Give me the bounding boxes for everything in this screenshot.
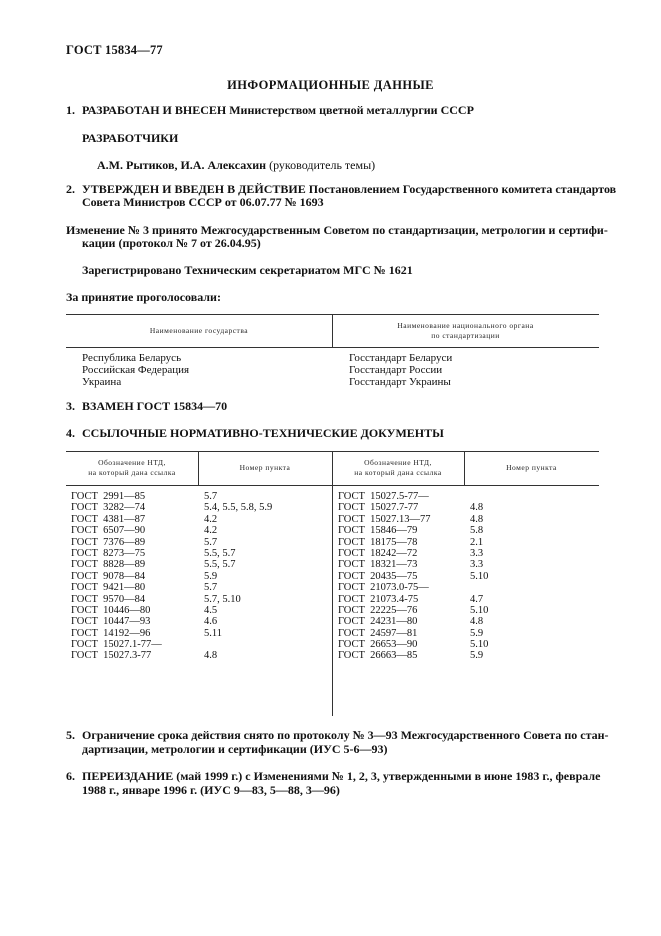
reference-designation: ГОСТ 8273—75 bbox=[71, 547, 146, 559]
reference-designation: ГОСТ 15027.1-77— bbox=[71, 639, 162, 651]
voted-label: За принятие проголосовали: bbox=[66, 290, 221, 304]
reference-designation: ГОСТ 10447—93 bbox=[71, 616, 151, 628]
reference-clause: 5.9 bbox=[470, 627, 484, 639]
reference-clause: 4.8 bbox=[204, 650, 218, 662]
item-5-number: 5. bbox=[66, 728, 75, 742]
reference-designation: ГОСТ 4381—87 bbox=[71, 513, 146, 525]
amendment-line-1: Изменение № 3 принято Межгосударственным Советом по стандартизации, метрологии и сертифи- bbox=[66, 223, 608, 237]
amendment-line-2: кации (протокол № 7 от 26.04.95) bbox=[82, 236, 261, 250]
header-text: Обозначение НТД, bbox=[98, 458, 166, 467]
item-2-line-2: Совета Министров СССР от 06.07.77 № 1693 bbox=[82, 195, 324, 209]
reference-clause: 5.5, 5.7 bbox=[204, 559, 236, 571]
right-clauses-column bbox=[470, 491, 488, 662]
reference-clause: 5.4, 5.5, 5.8, 5.9 bbox=[204, 502, 273, 514]
state-name: Республика Беларусь bbox=[82, 352, 182, 364]
item-1-label: РАЗРАБОТАН И ВНЕСЕН bbox=[82, 103, 227, 117]
developers-role: (руководитель темы) bbox=[269, 158, 376, 172]
voting-table bbox=[66, 314, 599, 390]
item-1-number: 1. bbox=[66, 103, 75, 117]
reference-clause: 5.11 bbox=[204, 627, 222, 639]
reference-designation: ГОСТ 7376—89 bbox=[71, 536, 146, 548]
item-2-text-1: Постановлением Государственного комитета стандартов bbox=[308, 182, 617, 196]
reference-clause: 4.8 bbox=[470, 502, 484, 514]
bodies-column bbox=[349, 352, 452, 388]
reference-designation: ГОСТ 15027.13—77 bbox=[338, 513, 431, 525]
header-state: Наименование государства bbox=[149, 326, 249, 335]
item-6-number: 6. bbox=[66, 769, 75, 783]
reference-designation: ГОСТ 24597—81 bbox=[338, 627, 418, 639]
header-designation-left bbox=[66, 458, 198, 478]
reference-clause: 4.2 bbox=[204, 513, 218, 525]
reference-designation: ГОСТ 6507—90 bbox=[71, 525, 146, 537]
reference-designation: ГОСТ 24231—80 bbox=[338, 616, 418, 628]
reference-clause: 3.3 bbox=[470, 559, 484, 571]
reference-clause: 5.5, 5.7 bbox=[204, 547, 236, 559]
references-table bbox=[66, 451, 599, 716]
reference-designation: ГОСТ 15846—79 bbox=[338, 525, 418, 537]
reference-designation: ГОСТ 14192—96 bbox=[71, 627, 151, 639]
state-name: Российская Федерация bbox=[82, 364, 190, 376]
document-code: ГОСТ 15834—77 bbox=[66, 43, 163, 57]
developers-names: А.М. Рытиков, И.А. Алексахин bbox=[97, 158, 267, 172]
header-text: на который дана ссылка bbox=[88, 468, 176, 477]
header-national-body-line-1: Наименование национального органа bbox=[397, 321, 534, 330]
reference-designation: ГОСТ 15027.5-77— bbox=[338, 491, 429, 502]
table-rule bbox=[66, 347, 599, 348]
reference-designation: ГОСТ 8828—89 bbox=[71, 559, 146, 571]
left-docs-column bbox=[71, 491, 162, 662]
reference-clause: 4.7 bbox=[470, 593, 484, 605]
reference-clause: 5.8 bbox=[470, 525, 484, 537]
body-name: Госстандарт России bbox=[349, 364, 443, 376]
item-3-number: 3. bbox=[66, 399, 75, 413]
reference-clause: 2.1 bbox=[470, 536, 484, 548]
section-title: ИНФОРМАЦИОННЫЕ ДАННЫЕ bbox=[227, 78, 434, 92]
item-6-label: ПЕРЕИЗДАНИЕ bbox=[82, 769, 174, 783]
left-clauses-column bbox=[204, 491, 272, 662]
item-4-number: 4. bbox=[66, 426, 75, 440]
header-designation-right bbox=[332, 458, 464, 478]
item-5-line-1 bbox=[66, 728, 609, 743]
reference-designation: ГОСТ 18242—72 bbox=[338, 547, 418, 559]
reference-designation: ГОСТ 18175—78 bbox=[338, 536, 418, 548]
reference-clause: 5.7 bbox=[204, 491, 218, 502]
reference-designation: ГОСТ 21073.0-75— bbox=[338, 582, 429, 594]
reference-designation: ГОСТ 26663—85 bbox=[338, 650, 418, 662]
reference-clause bbox=[470, 582, 488, 593]
header-clause-right: Номер пункта bbox=[506, 463, 557, 472]
reference-designation: ГОСТ 18321—73 bbox=[338, 559, 418, 571]
item-1-text: Министерством цветной металлургии СССР bbox=[229, 103, 474, 117]
item-5-text-1: Ограничение срока действия снято по протоколу № 3—93 Межгосударственного Совета по стан- bbox=[82, 728, 609, 742]
reference-designation: ГОСТ 9570—84 bbox=[71, 593, 146, 605]
reference-designation: ГОСТ 9421—80 bbox=[71, 582, 146, 594]
reference-designation: ГОСТ 21073.4-75 bbox=[338, 593, 419, 605]
reference-clause: 5.10 bbox=[470, 639, 489, 651]
reference-clause: 5.7 bbox=[204, 536, 218, 548]
header-clause-left: Номер пункта bbox=[239, 463, 291, 472]
reference-clause: 5.9 bbox=[204, 570, 218, 582]
reference-clause: 4.5 bbox=[204, 604, 218, 616]
reference-clause: 5.9 bbox=[470, 650, 484, 662]
reference-clause bbox=[204, 639, 272, 650]
reference-designation: ГОСТ 15027.3-77 bbox=[71, 650, 152, 662]
reference-designation: ГОСТ 9078—84 bbox=[71, 570, 146, 582]
reference-designation: ГОСТ 22225—76 bbox=[338, 604, 418, 616]
table-divider-center bbox=[332, 451, 333, 716]
reference-clause bbox=[470, 491, 488, 502]
reference-clause: 4.8 bbox=[470, 513, 484, 525]
reference-designation: ГОСТ 10446—80 bbox=[71, 604, 151, 616]
header-national-body-line-2: по стандартизации bbox=[431, 331, 500, 340]
developers-line bbox=[97, 158, 375, 173]
right-docs-column bbox=[338, 491, 431, 662]
reference-designation: ГОСТ 20435—75 bbox=[338, 570, 418, 582]
reference-clause: 5.7, 5.10 bbox=[204, 593, 241, 605]
item-3-text: ВЗАМЕН ГОСТ 15834—70 bbox=[82, 399, 228, 413]
header-national-body bbox=[332, 321, 599, 341]
reference-clause: 4.8 bbox=[470, 616, 484, 628]
item-6-text-1: (май 1999 г.) с Изменениями № 1, 2, 3, утвержденными в июне 1983 г., феврале bbox=[176, 769, 601, 783]
developers-label: РАЗРАБОТЧИКИ bbox=[82, 131, 179, 145]
reference-designation: ГОСТ 3282—74 bbox=[71, 502, 146, 514]
body-name: Госстандарт Украины bbox=[349, 376, 451, 388]
reference-designation: ГОСТ 26653—90 bbox=[338, 639, 418, 651]
reference-clause: 4.6 bbox=[204, 616, 218, 628]
state-name: Украина bbox=[82, 376, 122, 388]
header-text: на который дана ссылка bbox=[354, 468, 442, 477]
reference-clause: 4.2 bbox=[204, 525, 218, 537]
item-2-label: УТВЕРЖДЕН И ВВЕДЕН В ДЕЙСТВИЕ bbox=[82, 182, 306, 196]
item-1 bbox=[66, 103, 474, 118]
registration-note: Зарегистрировано Техническим секретариатом МГС № 1621 bbox=[82, 263, 413, 277]
body-name: Госстандарт Беларуси bbox=[349, 352, 453, 364]
reference-clause: 5.7 bbox=[204, 582, 218, 594]
reference-designation: ГОСТ 2991—85 bbox=[71, 491, 146, 502]
item-5-line-2: дартизации, метрологии и сертификации (ИУС 5-6—93) bbox=[82, 742, 388, 756]
item-3 bbox=[66, 399, 227, 414]
reference-clause: 3.3 bbox=[470, 547, 484, 559]
reference-clause: 5.10 bbox=[470, 604, 489, 616]
header-text: Обозначение НТД, bbox=[364, 458, 432, 467]
reference-clause: 5.10 bbox=[470, 570, 489, 582]
item-4 bbox=[66, 426, 444, 441]
item-2-number: 2. bbox=[66, 182, 75, 196]
states-column bbox=[82, 352, 189, 388]
item-6-line-2: 1988 г., январе 1996 г. (ИУС 9—83, 5—88, 3—96) bbox=[82, 783, 340, 797]
item-4-text: ССЫЛОЧНЫЕ НОРМАТИВНО-ТЕХНИЧЕСКИЕ ДОКУМЕНТЫ bbox=[82, 426, 444, 440]
item-6-line-1 bbox=[66, 769, 600, 784]
reference-designation: ГОСТ 15027.7-77 bbox=[338, 502, 419, 514]
